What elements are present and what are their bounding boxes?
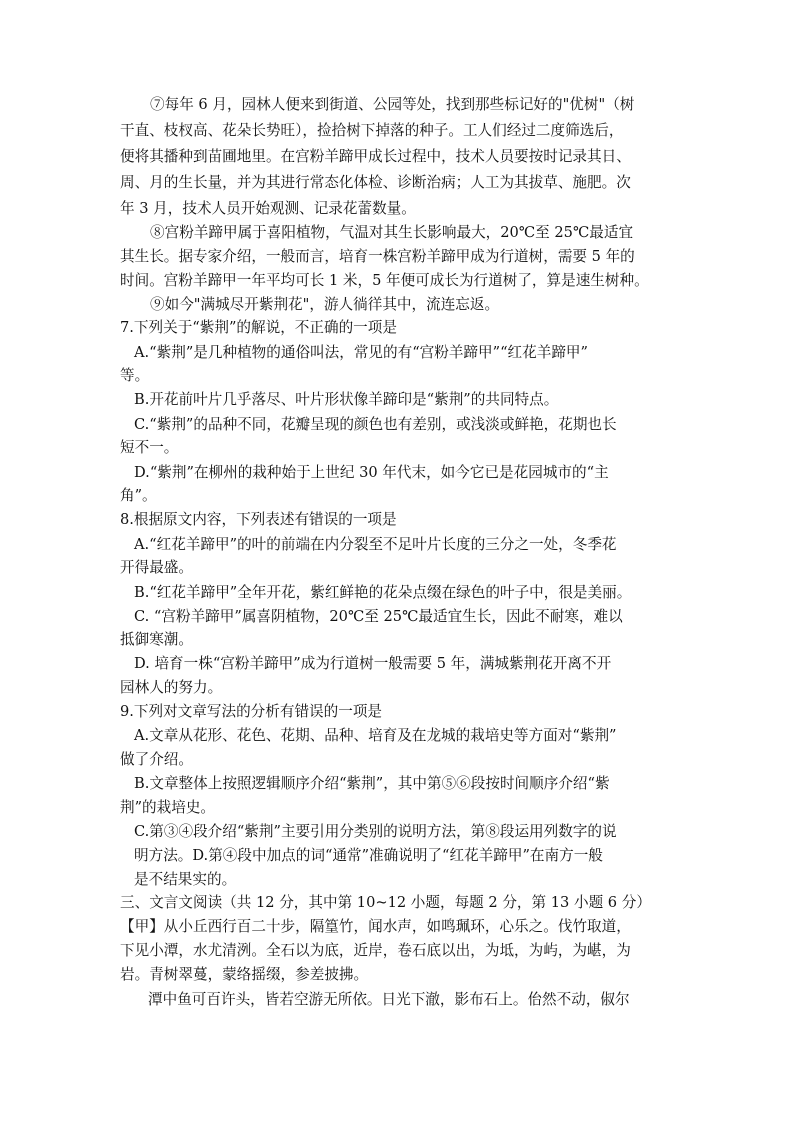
paragraph-8-line: 其生长。据专家介绍，一般而言，培育一株宫粉羊蹄甲成为行道树，需要 5 年的 bbox=[120, 248, 635, 265]
question-9-option-b-cont: 荆”的栽培史。 bbox=[120, 799, 216, 816]
question-9-option-c: C.第③④段介绍“紫荆”主要引用分类别的说明方法，第⑧段运用列数字的说 bbox=[134, 823, 617, 840]
question-8-option-a: A.“红花羊蹄甲”的叶的前端在内分裂至不足叶片长度的三分之一处，冬季花 bbox=[134, 536, 617, 553]
paragraph-7-line: 周、月的生长量，并为其进行常态化体检、诊断治病；人工为其拔草、施肥。次 bbox=[120, 174, 631, 191]
question-8-option-c: C. “宫粉羊蹄甲”属喜阴植物，20℃至 25℃最适宜生长，因此不耐寒，难以 bbox=[134, 608, 623, 625]
question-7-option-d-cont: 角”。 bbox=[120, 487, 157, 504]
question-7-option-d: D.“紫荆”在柳州的栽种始于上世纪 30 年代末，如今它已是花园城市的“主 bbox=[134, 464, 609, 481]
question-8-option-a-cont: 开得最盛。 bbox=[120, 559, 193, 576]
question-7-option-a: A.“紫荆”是几种植物的通俗叫法，常见的有“宫粉羊蹄甲”“红花羊蹄甲” bbox=[134, 344, 588, 361]
question-7-option-c-cont: 短不一。 bbox=[120, 439, 179, 456]
classical-text-line: 【甲】从小丘西行百二十步，隔篁竹，闻水声，如鸣珮环，心乐之。伐竹取道， bbox=[120, 918, 631, 935]
question-8-option-d: D. 培育一株“宫粉羊蹄甲”成为行道树一般需要 5 年，满城紫荆花开离不开 bbox=[134, 655, 612, 672]
question-9-option-c-cont: 明方法。D.第④段中加点的词“通常”准确说明了“红花羊蹄甲”在南方一般 bbox=[134, 847, 603, 864]
question-8-option-d-cont: 园林人的努力。 bbox=[120, 679, 223, 696]
question-8-option-c-cont: 抵御寒潮。 bbox=[120, 631, 193, 648]
question-8-stem: 8.根据原文内容，下列表述有错误的一项是 bbox=[120, 511, 397, 528]
classical-text-line: 潭中鱼可百许头，皆若空游无所依。日光下澈，影布石上。佁然不动，俶尔 bbox=[148, 991, 630, 1008]
question-7-option-a-cont: 等。 bbox=[120, 367, 150, 384]
paragraph-9-line: ⑨如今"满城尽开紫荆花"，游人徜徉其中，流连忘返。 bbox=[150, 296, 500, 313]
question-9-option-d-cont: 是不结果实的。 bbox=[134, 871, 237, 888]
paragraph-7-line: 干直、枝杈高、花朵长势旺），捡拾树下掉落的种子。工人们经过二度筛选后， bbox=[120, 122, 624, 139]
paragraph-7-line: ⑦每年 6 月，园林人便来到街道、公园等处，找到那些标记好的"优树"（树 bbox=[150, 96, 635, 113]
paragraph-8-line: 时间。宫粉羊蹄甲一年平均可长 1 米，5 年便可成长为行道树了，算是速生树种。 bbox=[120, 272, 649, 289]
paragraph-8-line: ⑧宫粉羊蹄甲属于喜阳植物，气温对其生长影响最大，20℃至 25℃最适宜 bbox=[150, 224, 634, 241]
question-7-stem: 7.下列关于“紫荆”的解说，不正确的一项是 bbox=[120, 319, 397, 336]
question-8-option-b: B.“红花羊蹄甲”全年开花，紫红鲜艳的花朵点缀在绿色的叶子中，很是美丽。 bbox=[134, 584, 632, 601]
question-7-option-c: C.“紫荆”的品种不同，花瓣呈现的颜色也有差别，或浅淡或鲜艳，花期也长 bbox=[134, 416, 617, 433]
question-9-stem: 9.下列对文章写法的分析有错误的一项是 bbox=[120, 703, 383, 720]
classical-text-line: 岩。青树翠蔓，蒙络摇缀，参差披拂。 bbox=[120, 966, 369, 983]
question-9-option-a: A.文章从花形、花色、花期、品种、培育及在龙城的栽培史等方面对“紫荆” bbox=[134, 727, 617, 744]
paragraph-7-line: 年 3 月，技术人员开始观测、记录花蕾数量。 bbox=[120, 200, 416, 217]
classical-text-line: 下见小潭，水尤清洌。全石以为底，近岸，卷石底以出，为坻，为屿，为嵁，为 bbox=[120, 942, 631, 959]
paragraph-7-line: 便将其播种到苗圃地里。在宫粉羊蹄甲成长过程中，技术人员要按时记录其日、 bbox=[120, 148, 631, 165]
question-7-option-b: B.开花前叶片几乎落尽、叶片形状像羊蹄印是“紫荆”的共同特点。 bbox=[134, 391, 559, 408]
section-3-heading: 三、文言文阅读（共 12 分，其中第 10~12 小题，每题 2 分，第 13 小题 6 分） bbox=[120, 894, 651, 911]
question-9-option-b: B.文章整体上按照逻辑顺序介绍“紫荆”，其中第⑤⑥段按时间顺序介绍“紫 bbox=[134, 775, 610, 792]
question-9-option-a-cont: 做了介绍。 bbox=[120, 751, 193, 768]
